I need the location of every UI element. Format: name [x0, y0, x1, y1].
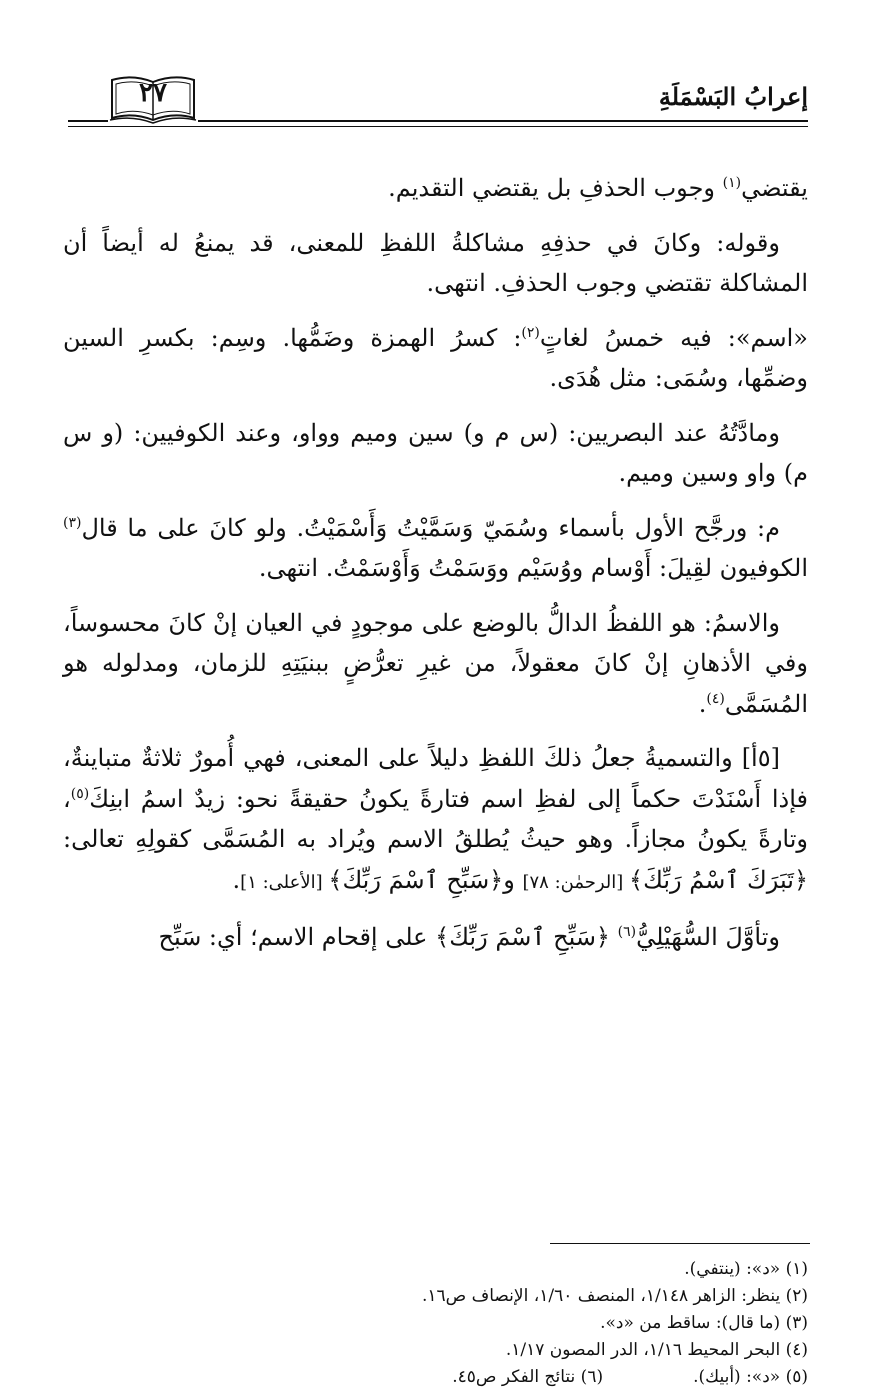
- footnote-ref-1[interactable]: (١): [722, 175, 742, 191]
- paragraph-1: [63, 168, 808, 209]
- paragraph-2: [63, 223, 808, 304]
- running-title: إعرابُ البَسْمَلَةِ: [658, 82, 808, 111]
- paragraph-5: [63, 508, 808, 589]
- page-header: [68, 72, 808, 136]
- footnote-ref-4[interactable]: (٤): [706, 690, 725, 707]
- p3-text-b: : كسرُ الهمزة وضَمُّها. وسِم: بكسرِ السين وضمِّها، وسُمَى: مثل هُدَى.: [63, 323, 808, 392]
- p7-text-c: و: [503, 865, 523, 894]
- paragraph-6: [63, 603, 808, 725]
- p7-text-d: .: [232, 865, 241, 894]
- p5-text-a: م: ورجَّح الأول بأسماء وسُمَيّ وَسَمَّيْتُ وَأَسْمَيْتُ. ولو كانَ على ما قال: [81, 513, 780, 542]
- footnote-6: (٦) نتائج الفكر ص٤٥.: [452, 1367, 604, 1387]
- p1-text-b: وجوب الحذفِ بل يقتضي التقديم.: [388, 174, 723, 202]
- footnote-1: (١) «د»: (ينتفي).: [684, 1259, 808, 1279]
- footnote-ref-6[interactable]: (٦): [617, 924, 637, 940]
- quran-verse-3: ﴿سَبِّحِ ٱسْمَ رَبِّكَ﴾: [435, 923, 610, 951]
- footnote-ref-3[interactable]: (٣): [63, 514, 82, 531]
- paragraph-7: [63, 738, 808, 903]
- p7-text-b: ، وتارةً يكونُ مجازاً. وهو حيثُ يُطلقُ الاسم ويُراد به المُسَمَّى كقولِهِ تعالى:: [63, 784, 808, 853]
- p4-text: ومادَّتُهُ عند البصريين: (س م و) سين وميم وواو، وعند الكوفيين: (و س م) واو وسين وميم.: [63, 418, 808, 487]
- footnote-3: (٣) (ما قال): ساقط من «د».: [600, 1313, 808, 1333]
- verse-citation-1: [الرحمٰن: ٧٨]: [522, 871, 630, 893]
- p5-text-b: الكوفيون لقِيلَ: أَوْسام ووُسَيْم ووَسَمْتُ وَأَوْسَمْتُ. انتهى.: [258, 554, 808, 582]
- header-rule-thin: [68, 126, 808, 127]
- paragraph-4: [63, 413, 808, 494]
- p8-text-a: وتأوَّلَ السُّهَيْلِيُّ: [636, 923, 780, 951]
- footnote-ref-5[interactable]: (٥): [70, 785, 90, 802]
- footnote-2: (٢) ينظر: الزاهر ١/١٤٨، المنصف ١/٦٠، الإنصاف ص١٦.: [422, 1286, 808, 1306]
- footnote-separator: [550, 1243, 810, 1244]
- verse-citation-2: [الأعلى: ١]: [240, 871, 329, 893]
- p6-text-a: والاسمُ: هو اللفظُ الدالُّ بالوضع على موجودٍ في العيان إنْ كانَ محسوساً، وفي الأذهانِ إنْ كانَ معقولاً، من غيرِ تعرُّضٍ ببنيَتِهِ للزمان، ومدلوله هو المُسَمَّى: [63, 608, 808, 718]
- footnote-row-5-6: [63, 1364, 808, 1391]
- paragraph-3: [63, 318, 808, 399]
- p3-text-a: «اسم»: فيه خمسُ لغاتٍ: [539, 323, 808, 352]
- p6-text-b: .: [698, 689, 707, 718]
- footnotes: [63, 1256, 808, 1391]
- p2-text: وقوله: وكانَ في حذفِهِ مشاكلةُ اللفظِ للمعنى، قد يمنعُ له أيضاً أن المشاكلة تقتضي وجوب الحذفِ. انتهى.: [63, 228, 808, 297]
- quran-verse-2: ﴿سَبِّحِ ٱسْمَ رَبِّكَ﴾: [328, 865, 504, 894]
- main-text: [63, 168, 808, 972]
- footnote-5: (٥) «د»: (أبيك).: [693, 1367, 808, 1387]
- p8-text-b: [610, 923, 618, 951]
- paragraph-8: [63, 917, 808, 958]
- p8-text-c: على إقحام الاسم؛ أي: سَبِّح: [158, 923, 436, 951]
- footnote-4: (٤) البحر المحيط ١/١٦، الدر المصون ١/١٧.: [505, 1340, 808, 1360]
- p7-text-a: [٥أ] والتسميةُ جعلُ ذلكَ اللفظِ دليلاً على المعنى، فهي أُمورٌ ثلاثةٌ متباينةٌ، فإذا أَسْنَدْتَ حكماً إلى لفظِ اسم فتارةً يكونُ حقيقةً نحو: زيدٌ اسمُ ابنِكَ: [63, 744, 808, 813]
- quran-verse-1: ﴿تَبَرَكَ ٱسْمُ رَبِّكَ﴾: [629, 865, 808, 894]
- page-number-frame: [108, 72, 198, 124]
- footnote-ref-2[interactable]: (٢): [521, 324, 540, 341]
- page-number: ٢٧: [139, 78, 167, 108]
- p1-text-a: يقتضي: [741, 174, 808, 202]
